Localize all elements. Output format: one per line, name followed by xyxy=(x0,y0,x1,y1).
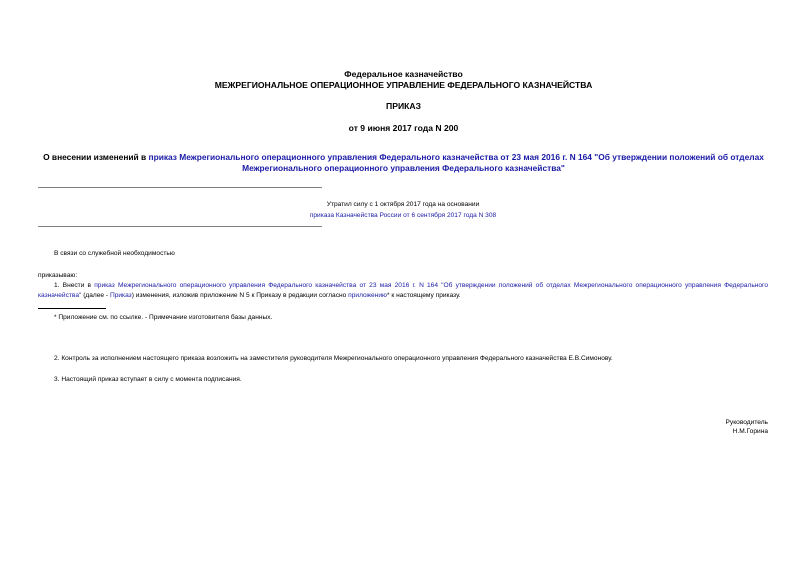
status-repeal-link[interactable]: приказа Казначейства России от 6 сентября 2017 года N 308 xyxy=(309,212,497,219)
organization-name: МЕЖРЕГИОНАЛЬНОЕ ОПЕРАЦИОННОЕ УПРАВЛЕНИЕ ФЕДЕРАЛЬНОГО КАЗНАЧЕЙСТВА xyxy=(214,80,593,90)
p1-mid2: ) изменения, изложив приложение N 5 к Приказу в редакции согласно xyxy=(131,292,349,299)
p1-mid1: (далее - xyxy=(81,292,110,299)
p1-end: * к настоящему приказу. xyxy=(386,292,461,299)
document-date: от 9 июня 2017 года N 200 xyxy=(348,123,459,133)
status-note: Утратил силу с 1 октября 2017 года на основании xyxy=(326,201,480,208)
p1-prikaz-link[interactable]: Приказ xyxy=(109,292,132,299)
paragraph-3: 3. Настоящий приказ вступает в силу с момента подписания. xyxy=(54,376,242,383)
footnote-divider xyxy=(38,308,106,309)
footnote: * Приложение см. по ссылке. - Примечание изготовителя базы данных. xyxy=(54,314,273,321)
divider-top xyxy=(38,187,322,188)
document-title xyxy=(30,152,777,174)
order-word: приказываю: xyxy=(38,272,78,279)
p1-order-link[interactable]: приказ Межрегионального операционного управления Федерального казначейства от 23 мая 2016 г. N 164 "Об утверждении положений об отделах Межрегионального операционного управления Федерального казначейства" xyxy=(38,282,768,299)
paragraph-2: 2. Контроль за исполнением настоящего приказа возложить на заместителя руководителя Межрегионального операционного управления Федерального казначейства Е.В.Симонову. xyxy=(54,355,613,362)
title-order-link[interactable]: приказ Межрегионального операционного управления Федерального казначейства от 23 мая 2016 г. N 164 "Об утверждении положений об отделах Межрегионального операционного управления Федерального казначейства" xyxy=(148,152,764,173)
p1-appendix-link[interactable]: приложению xyxy=(348,292,387,299)
paragraph-1 xyxy=(38,281,768,301)
intro-text: В связи со служебной необходимостью xyxy=(54,250,175,257)
divider-bottom xyxy=(38,226,322,227)
document-type: ПРИКАЗ xyxy=(386,101,421,111)
signature-position: Руководитель xyxy=(725,419,768,426)
title-prefix: О внесении изменений в xyxy=(43,152,149,162)
agency-name: Федеральное казначейство xyxy=(344,69,463,79)
p1-start: 1. Внести в xyxy=(54,282,95,289)
signature-name: Н.М.Горина xyxy=(732,428,768,435)
